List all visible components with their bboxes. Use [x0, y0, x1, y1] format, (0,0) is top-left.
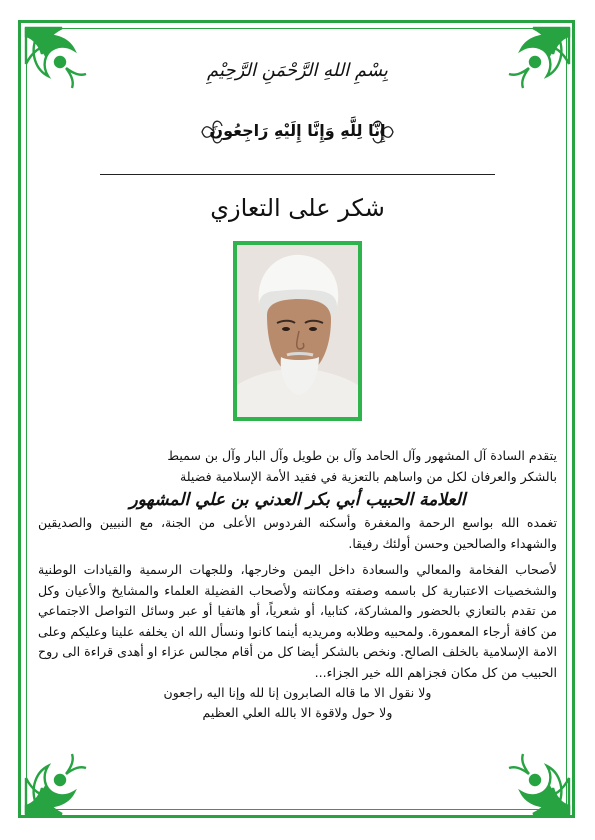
body-text — [38, 446, 557, 723]
divider-line — [100, 174, 495, 175]
thanks-paragraph: لأصحاب الفخامة والمعالي والسعادة داخل اليمن وخارجها، وللجهات الرسمية والقيادات الوطنية والشخصيات الاعتبارية كل باسمه وصفته ومكانته ولأصحاب الفضيلة العلماء والمشايخ والأعيان وكل من تقدم بالتعازي بالحضور والمشاركة، كتابيا، أو شعرياً، أو هاتفيا أو عبر وسائل التواصل الاجتماعي من كافة أرجاء المعمورة. ولمحبيه وطلابه ومريديه أينما كانوا ونسأل الله ان يخلفه علينا وعليكم وعلى الامة الإسلامية بالخلف الصالح. ونخص بالشكر أيضا كل من أقام مجالس عزاء او أهدى قراءة الى روح الحبيب من كل مكان فجزاهم الله خير الجزاء... — [38, 562, 557, 680]
prayer-paragraph: تغمده الله بواسع الرحمة والمغفرة وأسكنه الفردوس الأعلى من الجنة، مع النبيين والصديقين والشهداء والصالحين وحسن أولئك رفيقا. — [38, 515, 557, 551]
portrait-photo — [233, 241, 362, 421]
page-title: شكر على التعازي — [210, 194, 385, 222]
intro-line-2: بالشكر والعرفان لكل من واساهم بالتعزية في فقيد الأمة الإسلامية فضيلة — [179, 468, 557, 484]
basmala: بِسْمِ اللهِ الرَّحْمَنِ الرَّحِيْمِ — [207, 60, 388, 81]
intro-line-1: يتقدم السادة آل المشهور وآل الحامد وآل بن طويل وآل البار وآل بن سميط — [167, 448, 557, 463]
portrait-photo-icon — [237, 245, 358, 417]
corner-ornament-top-left — [22, 24, 92, 94]
deceased-name: العلامة الحبيب أبي بكر العدني بن علي المشهور — [129, 490, 466, 510]
closing-line-1: ولا نقول الا ما قاله الصابرون إنا لله وإنا اليه راجعون — [163, 685, 432, 700]
closing-line-2: ولا حول ولاقوة الا بالله العلي العظيم — [202, 705, 393, 720]
corner-ornament-bottom-right — [503, 748, 573, 818]
verse-text: إِنَّا لِلَّهِ وَإِنَّا إِلَيْهِ رَاجِعُونَ — [209, 121, 386, 140]
verse-cartouche — [200, 112, 395, 152]
corner-ornament-top-right — [503, 24, 573, 94]
corner-ornament-bottom-left — [22, 748, 92, 818]
